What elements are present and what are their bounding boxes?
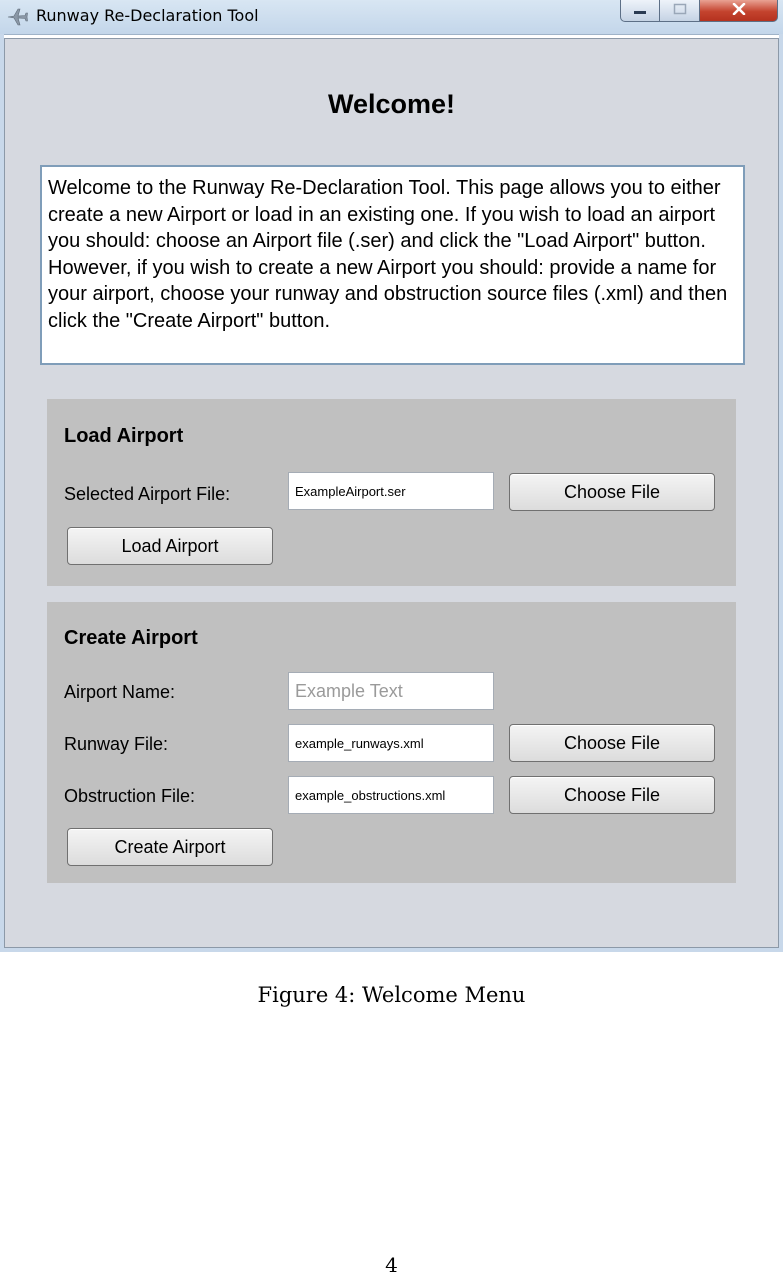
choose-airport-file-button[interactable]: Choose File [509, 473, 715, 511]
airport-name-label: Airport Name: [64, 682, 176, 702]
page-number: 4 [385, 1253, 398, 1277]
create-airport-title: Create Airport [64, 627, 198, 649]
choose-runway-file-button[interactable]: Choose File [509, 724, 715, 762]
minimize-button[interactable] [620, 0, 660, 22]
page-title: Welcome! [327, 89, 456, 119]
airplane-icon [6, 6, 28, 26]
airport-name-input[interactable]: Example Text [288, 672, 494, 710]
intro-text-area: Welcome to the Runway Re-Declaration Tool. This page allows you to either create a new Airport or load in an existing one. If you wish to load an airport you should: choose an Airport file (.ser) and click the "Load Airport" button. However, if you wish to create a new Airport you should: provide a name for your airport, choose your runway and obstruction source files (.xml) and then click the "Create Airport" button. [40, 165, 745, 365]
maximize-icon [673, 2, 687, 20]
runway-file-label: Runway File: [64, 734, 169, 754]
selected-airport-file-field[interactable]: ExampleAirport.ser [288, 472, 494, 510]
close-button[interactable] [700, 0, 778, 22]
window-title: Runway Re-Declaration Tool [36, 6, 259, 25]
load-airport-title: Load Airport [64, 425, 184, 447]
figure-caption: Figure 4: Welcome Menu [257, 983, 526, 1007]
obstruction-file-field[interactable]: example_obstructions.xml [288, 776, 494, 814]
choose-obstruction-file-button[interactable]: Choose File [509, 776, 715, 814]
create-airport-button[interactable]: Create Airport [67, 828, 273, 866]
selected-airport-file-label: Selected Airport File: [64, 484, 231, 504]
runway-file-field[interactable]: example_runways.xml [288, 724, 494, 762]
title-bar[interactable] [0, 0, 783, 35]
obstruction-file-label: Obstruction File: [64, 786, 196, 806]
create-airport-panel [47, 602, 736, 883]
load-airport-panel [47, 399, 736, 586]
welcome-panel [4, 38, 779, 948]
maximize-button[interactable] [660, 0, 700, 22]
load-airport-button[interactable]: Load Airport [67, 527, 273, 565]
minimize-icon [633, 2, 647, 20]
close-icon [732, 2, 746, 20]
